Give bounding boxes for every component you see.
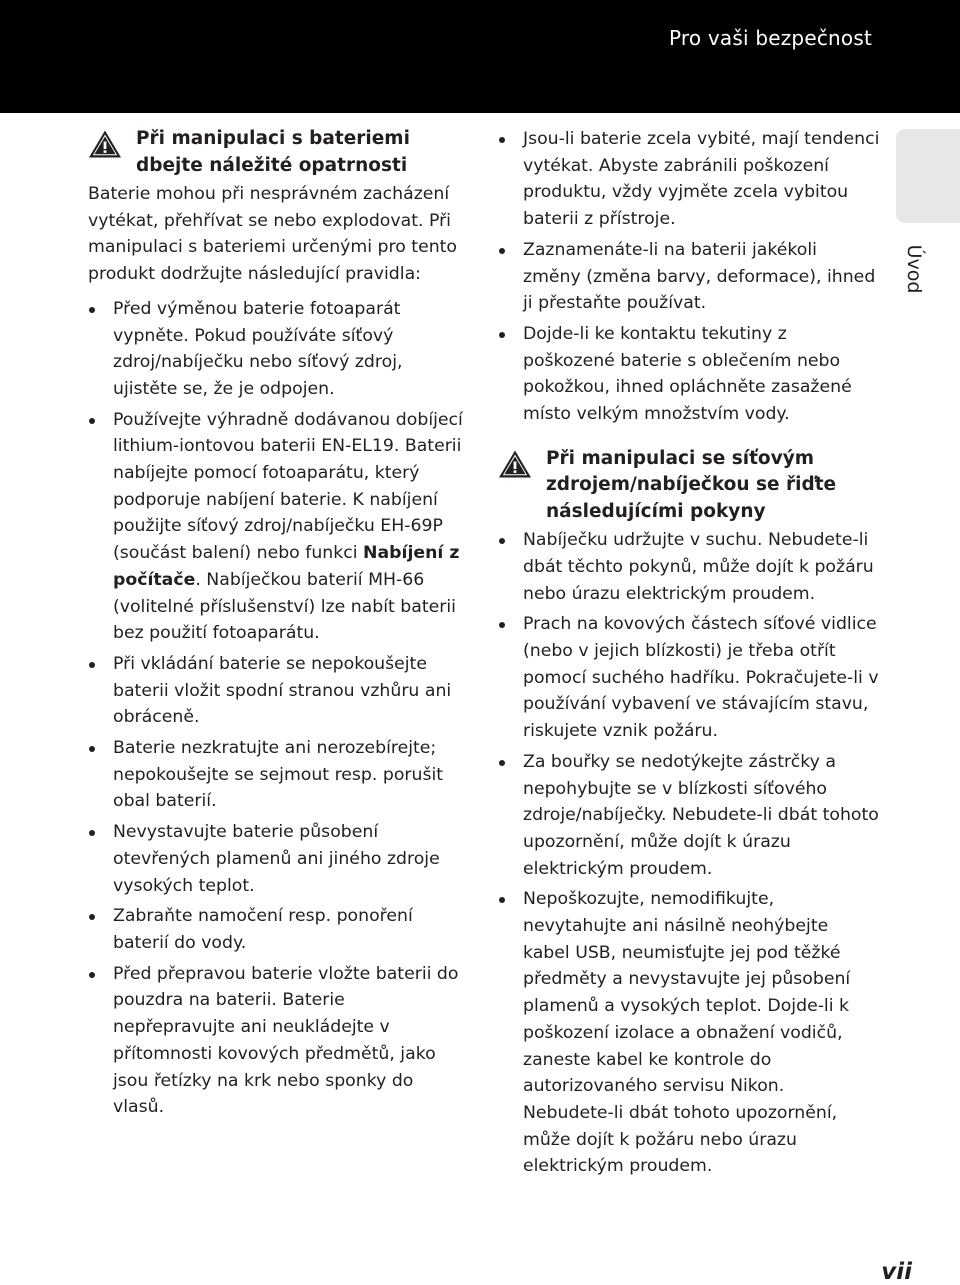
battery-rules-list-continued bbox=[498, 126, 880, 428]
charge-by-computer-term: Nabíjení z počítače bbox=[113, 543, 460, 590]
list-item: Před výměnou baterie fotoaparát vypněte. Pokud používáte síťový zdroj/nabíječku nebo síťový zdroj, ujistěte se, že je odpojen. bbox=[88, 296, 466, 403]
list-item: Nabíječku udržujte v suchu. Nebudete-li dbát těchto pokynů, může dojít k požáru nebo úrazu elektrickým proudem. bbox=[498, 527, 880, 607]
list-item: Baterie nezkratujte ani nerozebírejte; nepokoušejte se sejmout resp. porušit obal baterií. bbox=[88, 735, 466, 815]
list-item: Před přepravou baterie vložte baterii do pouzdra na baterii. Baterie nepřepravujte ani neukládejte v přítomnosti kovových předmětů, jako jsou řetízky na krk nebo sponky do vlasů. bbox=[88, 961, 466, 1121]
battery-warning-title: Při manipulaci s bateriemi dbejte náležité opatrnosti bbox=[136, 128, 410, 176]
list-item: Nepoškozujte, nemodifikujte, nevytahujte ani násilně neohýbejte kabel USB, neumisťujte jej pod těžké předměty a nevystavujte jej působení plamenů a vysokých teplot. Dojde-li k poškození izolace a obnažení vodičů, zaneste kabel ke kontrole do autorizovaného servisu Nikon. Nebudete-li dbát tohoto upozornění, může dojít k požáru nebo úrazu elektrickým proudem. bbox=[498, 886, 880, 1180]
list-item: Jsou-li baterie zcela vybité, mají tendenci vytékat. Abyste zabránili poškození produktu, vždy vyjměte zcela vybitou baterii z přístroje. bbox=[498, 126, 880, 233]
list-item bbox=[88, 407, 466, 647]
left-column bbox=[88, 126, 466, 1125]
list-item-text: . Nabíječkou baterií MH-66 (volitelné příslušenství) lze nabít baterii bez použití fotoaparátu. bbox=[113, 569, 456, 644]
section-tab bbox=[896, 129, 960, 223]
section-tab-label: Úvod bbox=[903, 244, 925, 294]
list-item: Zabraňte namočení resp. ponoření baterií do vody. bbox=[88, 903, 466, 956]
page-header bbox=[0, 0, 960, 113]
page-number: vii bbox=[881, 1259, 912, 1285]
charger-warning-heading bbox=[498, 446, 880, 526]
list-item: Nevystavujte baterie působení otevřených plamenů ani jiného zdroje vysokých teplot. bbox=[88, 819, 466, 899]
warning-triangle-icon bbox=[498, 449, 532, 479]
list-item: Při vkládání baterie se nepokoušejte baterii vložit spodní stranou vzhůru ani obráceně. bbox=[88, 651, 466, 731]
header-title: Pro vaši bezpečnost bbox=[669, 26, 872, 50]
charger-warning-title: Při manipulaci se síťovým zdrojem/nabíječkou se řiďte následujícími pokyny bbox=[546, 447, 837, 522]
battery-rules-list bbox=[88, 296, 466, 1121]
list-item: Dojde-li ke kontaktu tekutiny z poškozené baterie s oblečením nebo pokožkou, ihned opláchněte zasažené místo velkým množstvím vody. bbox=[498, 321, 880, 428]
right-column bbox=[498, 126, 880, 1184]
warning-triangle-icon bbox=[88, 129, 122, 159]
list-item: Zaznamenáte-li na baterii jakékoli změny (změna barvy, deformace), ihned ji přestaňte používat. bbox=[498, 237, 880, 317]
list-item: Za bouřky se nedotýkejte zástrčky a nepohybujte se v blízkosti síťového zdroje/nabíječky. Nebudete-li dbát tohoto upozornění, může dojít k úrazu elektrickým proudem. bbox=[498, 749, 880, 883]
list-item: Prach na kovových částech síťové vidlice (nebo v jejich blízkosti) je třeba otřít pomocí suchého hadříku. Pokračujete-li v používání vybavení ve stávajícím stavu, riskujete vznik požáru. bbox=[498, 611, 880, 745]
battery-warning-heading bbox=[88, 126, 466, 179]
charger-rules-list bbox=[498, 527, 880, 1180]
battery-intro: Baterie mohou při nesprávném zacházení vytékat, přehřívat se nebo explodovat. Při manipulaci s bateriemi určenými pro tento produkt dodržujte následující pravidla: bbox=[88, 184, 458, 285]
list-item-text: Používejte výhradně dodávanou dobíjecí lithium-iontovou baterii EN-EL19. Baterii nabíjejte pomocí fotoaparátu, který podporuje nabíjení baterie. K nabíjení použijte síťový zdroj/nabíječku EH-69P (součást balení) nebo funkci bbox=[113, 409, 463, 564]
